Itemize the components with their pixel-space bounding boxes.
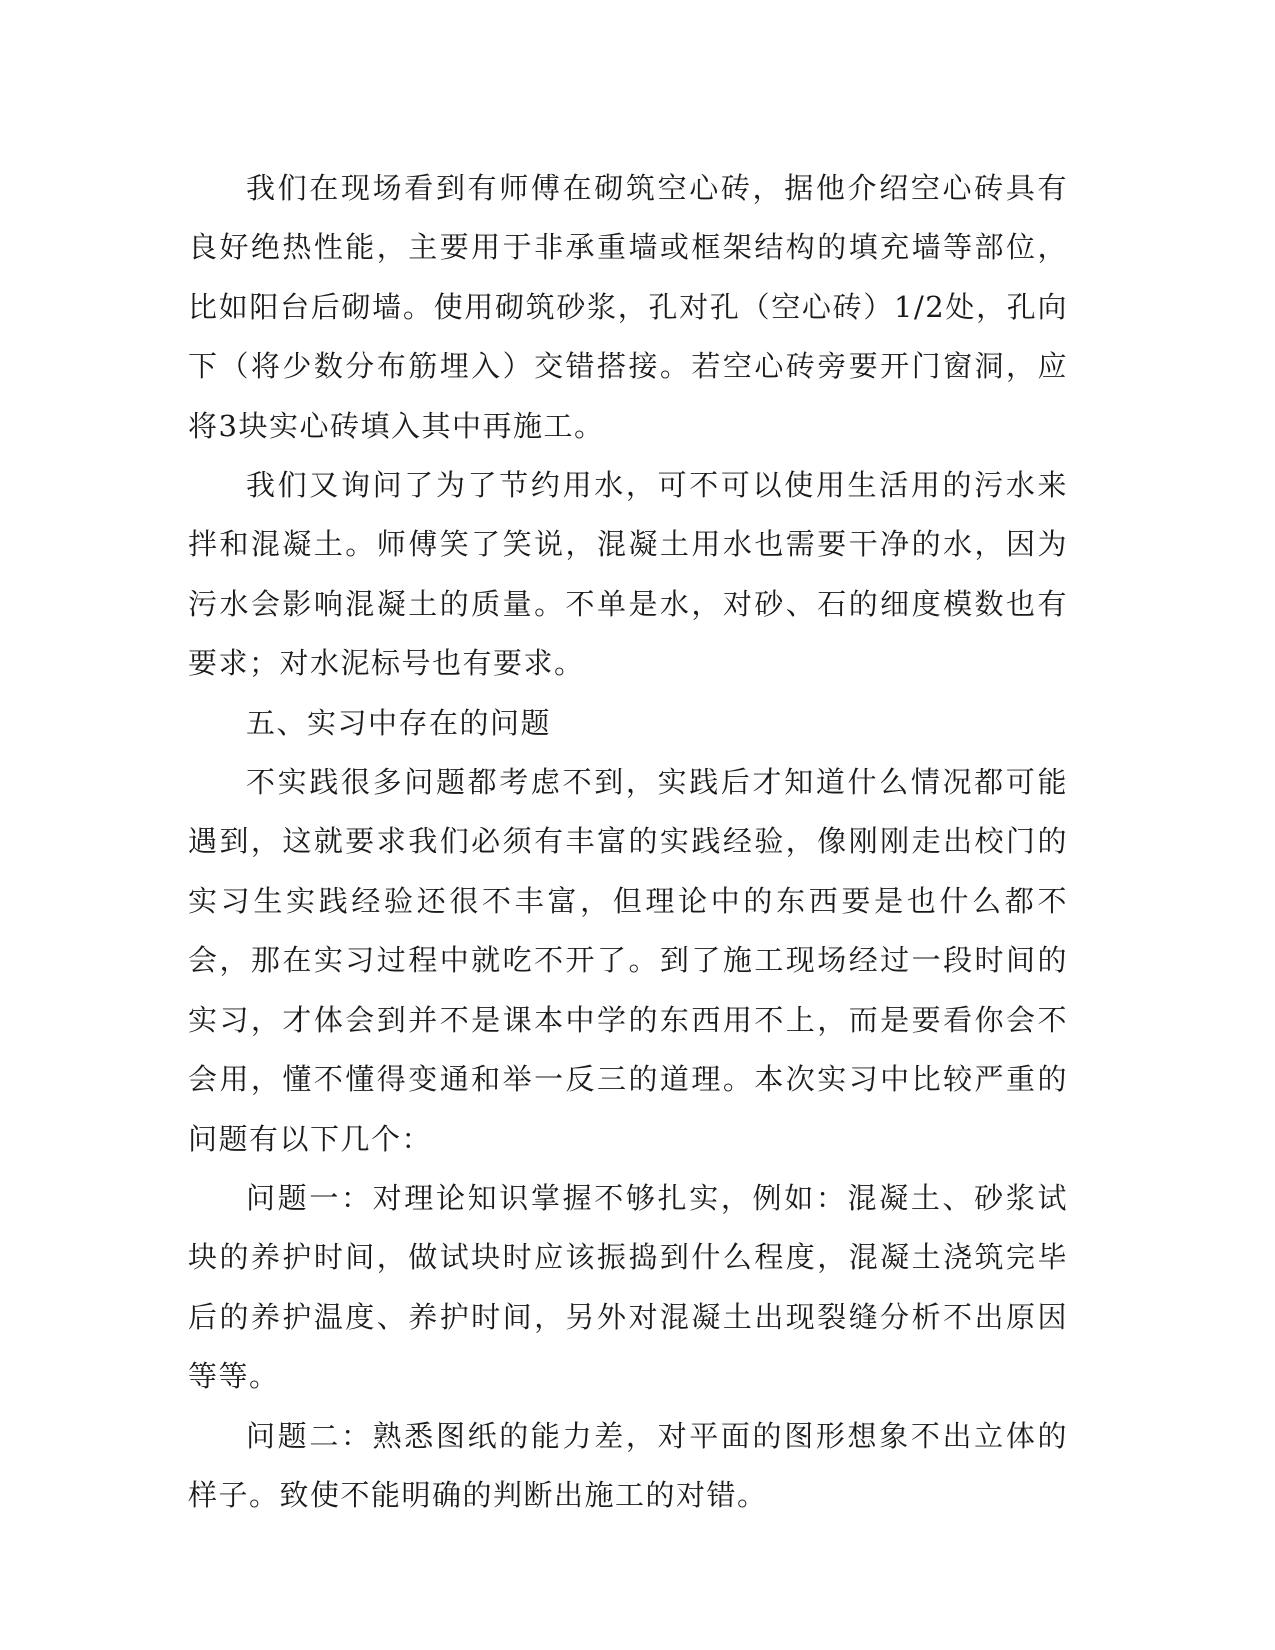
paragraph-problem-one: 问题一：对理论知识掌握不够扎实，例如：混凝土、砂浆试块的养护时间，做试块时应该振捣到什么程度，混凝土浇筑完毕后的养护温度、养护时间，另外对混凝土出现裂缝分析不出原因等等。 — [188, 1180, 1068, 1394]
paragraph-hollow-brick: 我们在现场看到有师傅在砌筑空心砖，据他介绍空心砖具有良好绝热性能，主要用于非承重墙或框架结构的填充墙等部位，比如阳台后砌墙。使用砌筑砂浆，孔对孔（空心砖）1/2处，孔向下（将少数分布筋埋入）交错搭接。若空心砖旁要开门窗洞，应将3块实心砖填入其中再施工。 — [188, 171, 1068, 443]
document-body — [188, 159, 1068, 1525]
section-heading: 五、实习中存在的问题 — [246, 705, 552, 740]
paragraph-practice-problems: 不实践很多问题都考虑不到，实践后才知道什么情况都可能遇到，这就要求我们必须有丰富的实践经验，像刚刚走出校门的实习生实践经验还很不丰富，但理论中的东西要是也什么都不会，那在实习过程中就吃不开了。到了施工现场经过一段时间的实习，才体会到并不是课本中学的东西用不上，而是要看你会不会用，懂不懂得变通和举一反三的道理。本次实习中比较严重的问题有以下几个： — [188, 765, 1068, 1156]
paragraph-problem-two: 问题二：熟悉图纸的能力差，对平面的图形想象不出立体的样子。致使不能明确的判断出施工的对错。 — [188, 1418, 1068, 1512]
paragraph-concrete-water: 我们又询问了为了节约用水，可不可以使用生活用的污水来拌和混凝土。师傅笑了笑说，混凝土用水也需要干净的水，因为污水会影响混凝土的质量。不单是水，对砂、石的细度模数也有要求；对水泥标号也有要求。 — [188, 468, 1068, 681]
